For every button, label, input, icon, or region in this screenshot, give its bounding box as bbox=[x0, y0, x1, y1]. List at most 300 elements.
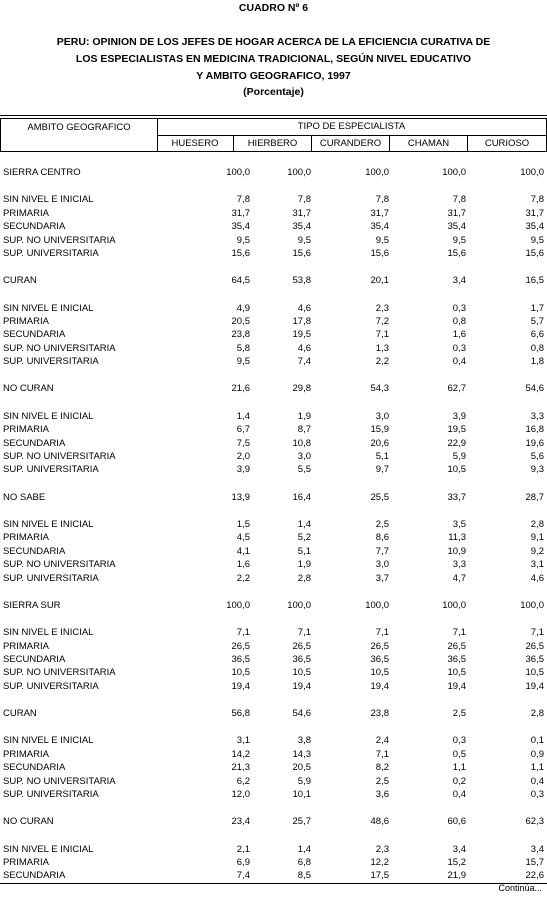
cell-curandero: 35,4 bbox=[370, 221, 389, 233]
cell-hierbero: 100,0 bbox=[287, 167, 311, 178]
cell-curandero: 36,5 bbox=[370, 653, 389, 665]
table-row bbox=[0, 274, 547, 287]
row-label: PRIMARIA bbox=[3, 207, 49, 219]
cell-huesero: 56,8 bbox=[231, 708, 250, 719]
table-row bbox=[0, 491, 547, 504]
table-row bbox=[0, 423, 547, 436]
cell-chaman: 22,9 bbox=[447, 437, 466, 449]
cell-huesero: 21,3 bbox=[231, 762, 250, 774]
table-row bbox=[0, 626, 547, 639]
cell-curioso: 16,8 bbox=[525, 424, 544, 436]
table-row bbox=[0, 558, 547, 571]
cell-curandero: 7,1 bbox=[375, 329, 389, 341]
cell-chaman: 10,5 bbox=[447, 667, 466, 679]
cell-chaman: 0,5 bbox=[452, 748, 466, 760]
cell-huesero: 3,9 bbox=[236, 464, 250, 476]
row-label: SUP. NO UNIVERSITARIA bbox=[3, 667, 116, 679]
cell-huesero: 26,5 bbox=[231, 640, 250, 652]
cell-chaman: 100,0 bbox=[442, 167, 466, 178]
cell-hierbero: 4,6 bbox=[297, 342, 311, 354]
table-row bbox=[0, 788, 547, 801]
cell-hierbero: 7,1 bbox=[297, 627, 311, 639]
row-label: PRIMARIA bbox=[3, 640, 49, 652]
cell-curandero: 10,5 bbox=[370, 667, 389, 679]
cell-chaman: 26,5 bbox=[447, 640, 466, 652]
header-col-hierbero bbox=[233, 135, 312, 152]
cell-curandero: 2,3 bbox=[375, 302, 389, 314]
header-group-cell bbox=[157, 118, 547, 136]
table-unit: (Porcentaje) bbox=[243, 86, 304, 98]
row-label: SUP. UNIVERSITARIA bbox=[3, 356, 99, 368]
cell-curioso: 54,6 bbox=[525, 383, 544, 395]
header-ambito-cell bbox=[0, 118, 158, 152]
cell-curandero: 1,3 bbox=[375, 342, 389, 354]
cell-curioso: 26,5 bbox=[525, 640, 544, 652]
table-row bbox=[0, 599, 547, 612]
header-col-huesero bbox=[157, 135, 234, 152]
cell-hierbero: 5,1 bbox=[297, 545, 311, 557]
cell-hierbero: 7,4 bbox=[297, 356, 311, 368]
cell-huesero: 10,5 bbox=[231, 667, 250, 679]
cell-curandero: 7,1 bbox=[375, 748, 389, 760]
table-row bbox=[0, 545, 547, 558]
cell-hierbero: 5,9 bbox=[297, 775, 311, 787]
row-label: SECUNDARIA bbox=[3, 437, 66, 449]
cell-chaman: 3,3 bbox=[452, 559, 466, 571]
cell-hierbero: 1,9 bbox=[297, 410, 311, 422]
cell-curioso: 36,5 bbox=[525, 653, 544, 665]
row-label: SUP. NO UNIVERSITARIA bbox=[3, 450, 116, 462]
cell-hierbero: 4,6 bbox=[297, 302, 311, 314]
cell-chaman: 1,1 bbox=[452, 762, 466, 774]
cell-curioso: 1,7 bbox=[530, 302, 544, 314]
cell-curandero: 15,9 bbox=[370, 424, 389, 436]
cell-huesero: 9,5 bbox=[236, 356, 250, 368]
cell-curandero: 25,5 bbox=[370, 491, 389, 503]
cell-curioso: 2,8 bbox=[530, 518, 544, 530]
cell-curandero: 2,4 bbox=[375, 735, 389, 747]
cell-curandero: 48,6 bbox=[370, 816, 389, 828]
cell-curioso: 0,8 bbox=[530, 342, 544, 354]
table-row bbox=[0, 302, 547, 315]
table-title-line-2: LOS ESPECIALISTAS EN MEDICINA TRADICIONAL, SEGÚN NIVEL EDUCATIVO bbox=[75, 53, 472, 65]
cell-curioso: 0,4 bbox=[530, 775, 544, 787]
cell-curandero: 31,7 bbox=[370, 207, 389, 219]
cell-hierbero: 8,7 bbox=[297, 424, 311, 436]
row-label: SIERRA SUR bbox=[3, 599, 61, 611]
row-label: SIN NIVEL E INICIAL bbox=[3, 735, 94, 747]
cell-curioso: 19,6 bbox=[525, 437, 544, 449]
row-label: NO SABE bbox=[3, 491, 46, 503]
table-row bbox=[0, 815, 547, 828]
table-row bbox=[0, 463, 547, 476]
table-row bbox=[0, 410, 547, 423]
cell-huesero: 6,2 bbox=[236, 775, 250, 787]
cell-chaman: 36,5 bbox=[447, 653, 466, 665]
cell-curioso: 3,1 bbox=[530, 559, 544, 571]
row-label: NO CURAN bbox=[3, 816, 54, 828]
row-label: SECUNDARIA bbox=[3, 762, 66, 774]
cell-curioso: 5,6 bbox=[530, 450, 544, 462]
cell-hierbero: 3,8 bbox=[297, 735, 311, 747]
cell-hierbero: 20,5 bbox=[292, 762, 311, 774]
cell-huesero: 35,4 bbox=[231, 221, 250, 233]
cell-huesero: 2,2 bbox=[236, 572, 250, 584]
cell-hierbero: 1,9 bbox=[297, 559, 311, 571]
continues-note: Continúa... bbox=[498, 883, 542, 893]
cell-curandero: 7,1 bbox=[375, 627, 389, 639]
table-row bbox=[0, 707, 547, 720]
cell-huesero: 20,5 bbox=[231, 315, 250, 327]
row-label: PRIMARIA bbox=[3, 856, 49, 868]
cell-huesero: 4,1 bbox=[236, 545, 250, 557]
cell-huesero: 12,0 bbox=[231, 788, 250, 800]
cell-chaman: 3,4 bbox=[452, 275, 466, 287]
cell-curioso: 1,1 bbox=[530, 762, 544, 774]
cell-curioso: 100,0 bbox=[520, 167, 544, 178]
cell-chaman: 4,7 bbox=[452, 572, 466, 584]
row-label: SIN NIVEL E INICIAL bbox=[3, 518, 94, 530]
cell-huesero: 7,5 bbox=[236, 437, 250, 449]
row-label: NO CURAN bbox=[3, 383, 54, 395]
cell-hierbero: 100,0 bbox=[287, 599, 311, 611]
top-rule bbox=[0, 115, 547, 116]
cell-curioso: 0,3 bbox=[530, 788, 544, 800]
table-row bbox=[0, 531, 547, 544]
cell-chaman: 10,9 bbox=[447, 545, 466, 557]
cell-hierbero: 15,6 bbox=[292, 247, 311, 259]
cell-hierbero: 5,2 bbox=[297, 532, 311, 544]
table-number: CUADRO Nº 6 bbox=[238, 2, 309, 14]
table-row bbox=[0, 437, 547, 450]
cell-chaman: 0,3 bbox=[452, 342, 466, 354]
cell-curioso: 15,7 bbox=[525, 856, 544, 868]
table-row bbox=[0, 382, 547, 395]
cell-huesero: 2,0 bbox=[236, 450, 250, 462]
cell-curioso: 9,3 bbox=[530, 464, 544, 476]
cell-curioso: 4,6 bbox=[530, 572, 544, 584]
table-row bbox=[0, 653, 547, 666]
cell-chaman: 3,4 bbox=[452, 843, 466, 855]
table-row bbox=[0, 247, 547, 260]
cell-chaman: 15,6 bbox=[447, 247, 466, 259]
cell-curioso: 9,5 bbox=[530, 234, 544, 246]
cell-curioso: 22,6 bbox=[525, 870, 544, 882]
cell-chaman: 9,5 bbox=[452, 234, 466, 246]
header-group-label: TIPO DE ESPECIALISTA bbox=[297, 121, 406, 132]
row-label: PRIMARIA bbox=[3, 748, 49, 760]
table-row bbox=[0, 450, 547, 463]
table-row bbox=[0, 572, 547, 585]
cell-huesero: 23,8 bbox=[231, 329, 250, 341]
cell-curioso: 2,8 bbox=[530, 708, 544, 719]
cell-curandero: 7,8 bbox=[375, 194, 389, 206]
table-row bbox=[0, 734, 547, 747]
cell-curandero: 20,1 bbox=[370, 275, 389, 287]
cell-curandero: 15,6 bbox=[370, 247, 389, 259]
cell-hierbero: 10,5 bbox=[292, 667, 311, 679]
header-ambito-label: AMBITO GEOGRAFICO bbox=[27, 122, 131, 133]
row-label: PRIMARIA bbox=[3, 424, 49, 436]
cell-huesero: 1,4 bbox=[236, 410, 250, 422]
cell-curioso: 9,2 bbox=[530, 545, 544, 557]
cell-hierbero: 19,4 bbox=[292, 680, 311, 692]
table-row bbox=[0, 193, 547, 206]
row-label: SIN NIVEL E INICIAL bbox=[3, 843, 94, 855]
row-label: SIERRA CENTRO bbox=[3, 167, 81, 178]
cell-curioso: 19,4 bbox=[525, 680, 544, 692]
bottom-rule bbox=[0, 883, 547, 884]
cell-chaman: 5,9 bbox=[452, 450, 466, 462]
header-col-curioso-label: CURIOSO bbox=[484, 138, 530, 149]
cell-hierbero: 14,3 bbox=[292, 748, 311, 760]
cell-hierbero: 54,6 bbox=[292, 708, 311, 719]
cell-chaman: 0,3 bbox=[452, 302, 466, 314]
cell-curioso: 7,1 bbox=[530, 627, 544, 639]
table-row bbox=[0, 315, 547, 328]
cell-chaman: 60,6 bbox=[447, 816, 466, 828]
cell-hierbero: 6,8 bbox=[297, 856, 311, 868]
cell-curandero: 5,1 bbox=[375, 450, 389, 462]
table-row bbox=[0, 518, 547, 531]
row-label: SIN NIVEL E INICIAL bbox=[3, 627, 94, 639]
cell-hierbero: 9,5 bbox=[297, 234, 311, 246]
table-row bbox=[0, 234, 547, 247]
cell-curandero: 3,0 bbox=[375, 410, 389, 422]
cell-curandero: 7,7 bbox=[375, 545, 389, 557]
cell-huesero: 1,5 bbox=[236, 518, 250, 530]
cell-chaman: 0,2 bbox=[452, 775, 466, 787]
cell-chaman: 7,1 bbox=[452, 627, 466, 639]
cell-curioso: 10,5 bbox=[525, 667, 544, 679]
cell-hierbero: 3,0 bbox=[297, 450, 311, 462]
cell-huesero: 31,7 bbox=[231, 207, 250, 219]
cell-curioso: 3,3 bbox=[530, 410, 544, 422]
row-label: SIN NIVEL E INICIAL bbox=[3, 194, 94, 206]
cell-chaman: 2,5 bbox=[452, 708, 466, 719]
cell-hierbero: 2,8 bbox=[297, 572, 311, 584]
cell-curioso: 6,6 bbox=[530, 329, 544, 341]
cell-curandero: 2,5 bbox=[375, 775, 389, 787]
cell-huesero: 1,6 bbox=[236, 559, 250, 571]
cell-hierbero: 10,1 bbox=[292, 788, 311, 800]
cell-huesero: 21,6 bbox=[231, 383, 250, 395]
cell-curandero: 2,2 bbox=[375, 356, 389, 368]
table-row bbox=[0, 761, 547, 774]
cell-curioso: 28,7 bbox=[525, 491, 544, 503]
table-row bbox=[0, 680, 547, 693]
cell-curioso: 16,5 bbox=[525, 275, 544, 287]
cell-curioso: 7,8 bbox=[530, 194, 544, 206]
cell-huesero: 23,4 bbox=[231, 816, 250, 828]
cell-chaman: 1,6 bbox=[452, 329, 466, 341]
row-label: SECUNDARIA bbox=[3, 653, 66, 665]
header-col-chaman bbox=[389, 135, 468, 152]
header-col-curandero-label: CURANDERO bbox=[319, 138, 382, 149]
row-label: PRIMARIA bbox=[3, 532, 49, 544]
cell-curandero: 100,0 bbox=[365, 599, 389, 611]
cell-huesero: 6,9 bbox=[236, 856, 250, 868]
cell-curandero: 12,2 bbox=[370, 856, 389, 868]
cell-chaman: 19,4 bbox=[447, 680, 466, 692]
cell-curioso: 31,7 bbox=[525, 207, 544, 219]
cell-curioso: 9,1 bbox=[530, 532, 544, 544]
cell-huesero: 15,6 bbox=[231, 247, 250, 259]
cell-curandero: 17,5 bbox=[370, 870, 389, 882]
row-label: SECUNDARIA bbox=[3, 870, 66, 882]
cell-curandero: 19,4 bbox=[370, 680, 389, 692]
cell-curioso: 15,6 bbox=[525, 247, 544, 259]
cell-huesero: 7,1 bbox=[236, 627, 250, 639]
cell-huesero: 6,7 bbox=[236, 424, 250, 436]
cell-curandero: 100,0 bbox=[365, 167, 389, 178]
table-row bbox=[0, 640, 547, 653]
cell-hierbero: 26,5 bbox=[292, 640, 311, 652]
table-row bbox=[0, 355, 547, 368]
cell-hierbero: 31,7 bbox=[292, 207, 311, 219]
row-label: CURAN bbox=[3, 708, 37, 719]
cell-curioso: 62,3 bbox=[525, 816, 544, 828]
cell-curioso: 35,4 bbox=[525, 221, 544, 233]
table-row bbox=[0, 666, 547, 679]
cell-huesero: 14,2 bbox=[231, 748, 250, 760]
cell-huesero: 100,0 bbox=[226, 599, 250, 611]
cell-huesero: 3,1 bbox=[236, 735, 250, 747]
cell-huesero: 7,4 bbox=[236, 870, 250, 882]
header-col-hierbero-label: HIERBERO bbox=[247, 138, 298, 149]
cell-curioso: 0,9 bbox=[530, 748, 544, 760]
table-row bbox=[0, 166, 547, 179]
cell-hierbero: 36,5 bbox=[292, 653, 311, 665]
cell-hierbero: 19,5 bbox=[292, 329, 311, 341]
row-label: SUP. NO UNIVERSITARIA bbox=[3, 775, 116, 787]
row-label: SIN NIVEL E INICIAL bbox=[3, 410, 94, 422]
cell-chaman: 7,8 bbox=[452, 194, 466, 206]
header-col-curioso bbox=[467, 135, 547, 152]
cell-curioso: 100,0 bbox=[520, 599, 544, 611]
cell-curandero: 26,5 bbox=[370, 640, 389, 652]
cell-curandero: 3,0 bbox=[375, 559, 389, 571]
cell-hierbero: 53,8 bbox=[292, 275, 311, 287]
cell-chaman: 19,5 bbox=[447, 424, 466, 436]
cell-hierbero: 1,4 bbox=[297, 843, 311, 855]
cell-chaman: 21,9 bbox=[447, 870, 466, 882]
cell-chaman: 0,3 bbox=[452, 735, 466, 747]
row-label: SECUNDARIA bbox=[3, 329, 66, 341]
cell-hierbero: 35,4 bbox=[292, 221, 311, 233]
row-label: SUP. UNIVERSITARIA bbox=[3, 680, 99, 692]
table-row bbox=[0, 748, 547, 761]
row-label: SUP. UNIVERSITARIA bbox=[3, 788, 99, 800]
cell-huesero: 5,8 bbox=[236, 342, 250, 354]
cell-chaman: 3,9 bbox=[452, 410, 466, 422]
row-label: SUP. NO UNIVERSITARIA bbox=[3, 342, 116, 354]
cell-chaman: 33,7 bbox=[447, 491, 466, 503]
cell-curandero: 8,2 bbox=[375, 762, 389, 774]
row-label: SUP. UNIVERSITARIA bbox=[3, 464, 99, 476]
cell-curandero: 8,6 bbox=[375, 532, 389, 544]
cell-huesero: 9,5 bbox=[236, 234, 250, 246]
cell-curandero: 54,3 bbox=[370, 383, 389, 395]
cell-chaman: 0,4 bbox=[452, 788, 466, 800]
table-title-line-1: PERU: OPINION DE LOS JEFES DE HOGAR ACERCA DE LA EFICIENCIA CURATIVA DE bbox=[56, 36, 491, 48]
cell-curandero: 23,8 bbox=[370, 708, 389, 719]
header-col-curandero bbox=[311, 135, 390, 152]
cell-hierbero: 16,4 bbox=[292, 491, 311, 503]
cell-huesero: 7,8 bbox=[236, 194, 250, 206]
cell-huesero: 19,4 bbox=[231, 680, 250, 692]
cell-chaman: 3,5 bbox=[452, 518, 466, 530]
row-label: SIN NIVEL E INICIAL bbox=[3, 302, 94, 314]
cell-curioso: 3,4 bbox=[530, 843, 544, 855]
header-col-chaman-label: CHAMAN bbox=[407, 138, 450, 149]
cell-hierbero: 25,7 bbox=[292, 816, 311, 828]
cell-huesero: 4,9 bbox=[236, 302, 250, 314]
cell-chaman: 0,4 bbox=[452, 356, 466, 368]
cell-curandero: 9,7 bbox=[375, 464, 389, 476]
row-label: SUP. UNIVERSITARIA bbox=[3, 572, 99, 584]
cell-chaman: 0,8 bbox=[452, 315, 466, 327]
table-row bbox=[0, 775, 547, 788]
cell-curandero: 2,5 bbox=[375, 518, 389, 530]
row-label: SECUNDARIA bbox=[3, 545, 66, 557]
cell-huesero: 100,0 bbox=[226, 167, 250, 178]
cell-curandero: 3,7 bbox=[375, 572, 389, 584]
row-label: PRIMARIA bbox=[3, 315, 49, 327]
cell-chaman: 11,3 bbox=[448, 532, 466, 544]
table-row bbox=[0, 869, 547, 882]
row-label: SUP. NO UNIVERSITARIA bbox=[3, 559, 116, 571]
table-row bbox=[0, 342, 547, 355]
cell-chaman: 15,2 bbox=[447, 856, 466, 868]
cell-huesero: 36,5 bbox=[231, 653, 250, 665]
cell-hierbero: 29,8 bbox=[292, 383, 311, 395]
cell-chaman: 35,4 bbox=[447, 221, 466, 233]
table-row bbox=[0, 856, 547, 869]
cell-huesero: 2,1 bbox=[236, 843, 250, 855]
cell-curioso: 1,8 bbox=[530, 356, 544, 368]
cell-hierbero: 7,8 bbox=[297, 194, 311, 206]
table-title-line-3: Y AMBITO GEOGRAFICO, 1997 bbox=[196, 70, 351, 82]
cell-curandero: 3,6 bbox=[375, 788, 389, 800]
table-row bbox=[0, 207, 547, 220]
row-label: SUP. UNIVERSITARIA bbox=[3, 247, 99, 259]
cell-hierbero: 10,8 bbox=[292, 437, 311, 449]
cell-chaman: 100,0 bbox=[442, 599, 466, 611]
cell-curandero: 9,5 bbox=[375, 234, 389, 246]
row-label: SECUNDARIA bbox=[3, 221, 66, 233]
row-label: CURAN bbox=[3, 275, 37, 287]
cell-chaman: 10,5 bbox=[447, 464, 466, 476]
header-col-huesero-label: HUESERO bbox=[171, 138, 219, 149]
table-row bbox=[0, 328, 547, 341]
cell-curioso: 5,7 bbox=[530, 315, 544, 327]
cell-chaman: 31,7 bbox=[447, 207, 466, 219]
cell-curandero: 20,6 bbox=[370, 437, 389, 449]
cell-huesero: 64,5 bbox=[231, 275, 250, 287]
cell-chaman: 62,7 bbox=[447, 383, 466, 395]
cell-huesero: 4,5 bbox=[236, 532, 250, 544]
cell-curioso: 0,1 bbox=[530, 735, 544, 747]
cell-huesero: 13,9 bbox=[231, 491, 250, 503]
cell-hierbero: 5,5 bbox=[297, 464, 311, 476]
table-row bbox=[0, 220, 547, 233]
cell-hierbero: 1,4 bbox=[297, 518, 311, 530]
cell-curandero: 7,2 bbox=[375, 315, 389, 327]
cell-curandero: 2,3 bbox=[375, 843, 389, 855]
cell-hierbero: 8,5 bbox=[297, 870, 311, 882]
cell-hierbero: 17,8 bbox=[292, 315, 311, 327]
